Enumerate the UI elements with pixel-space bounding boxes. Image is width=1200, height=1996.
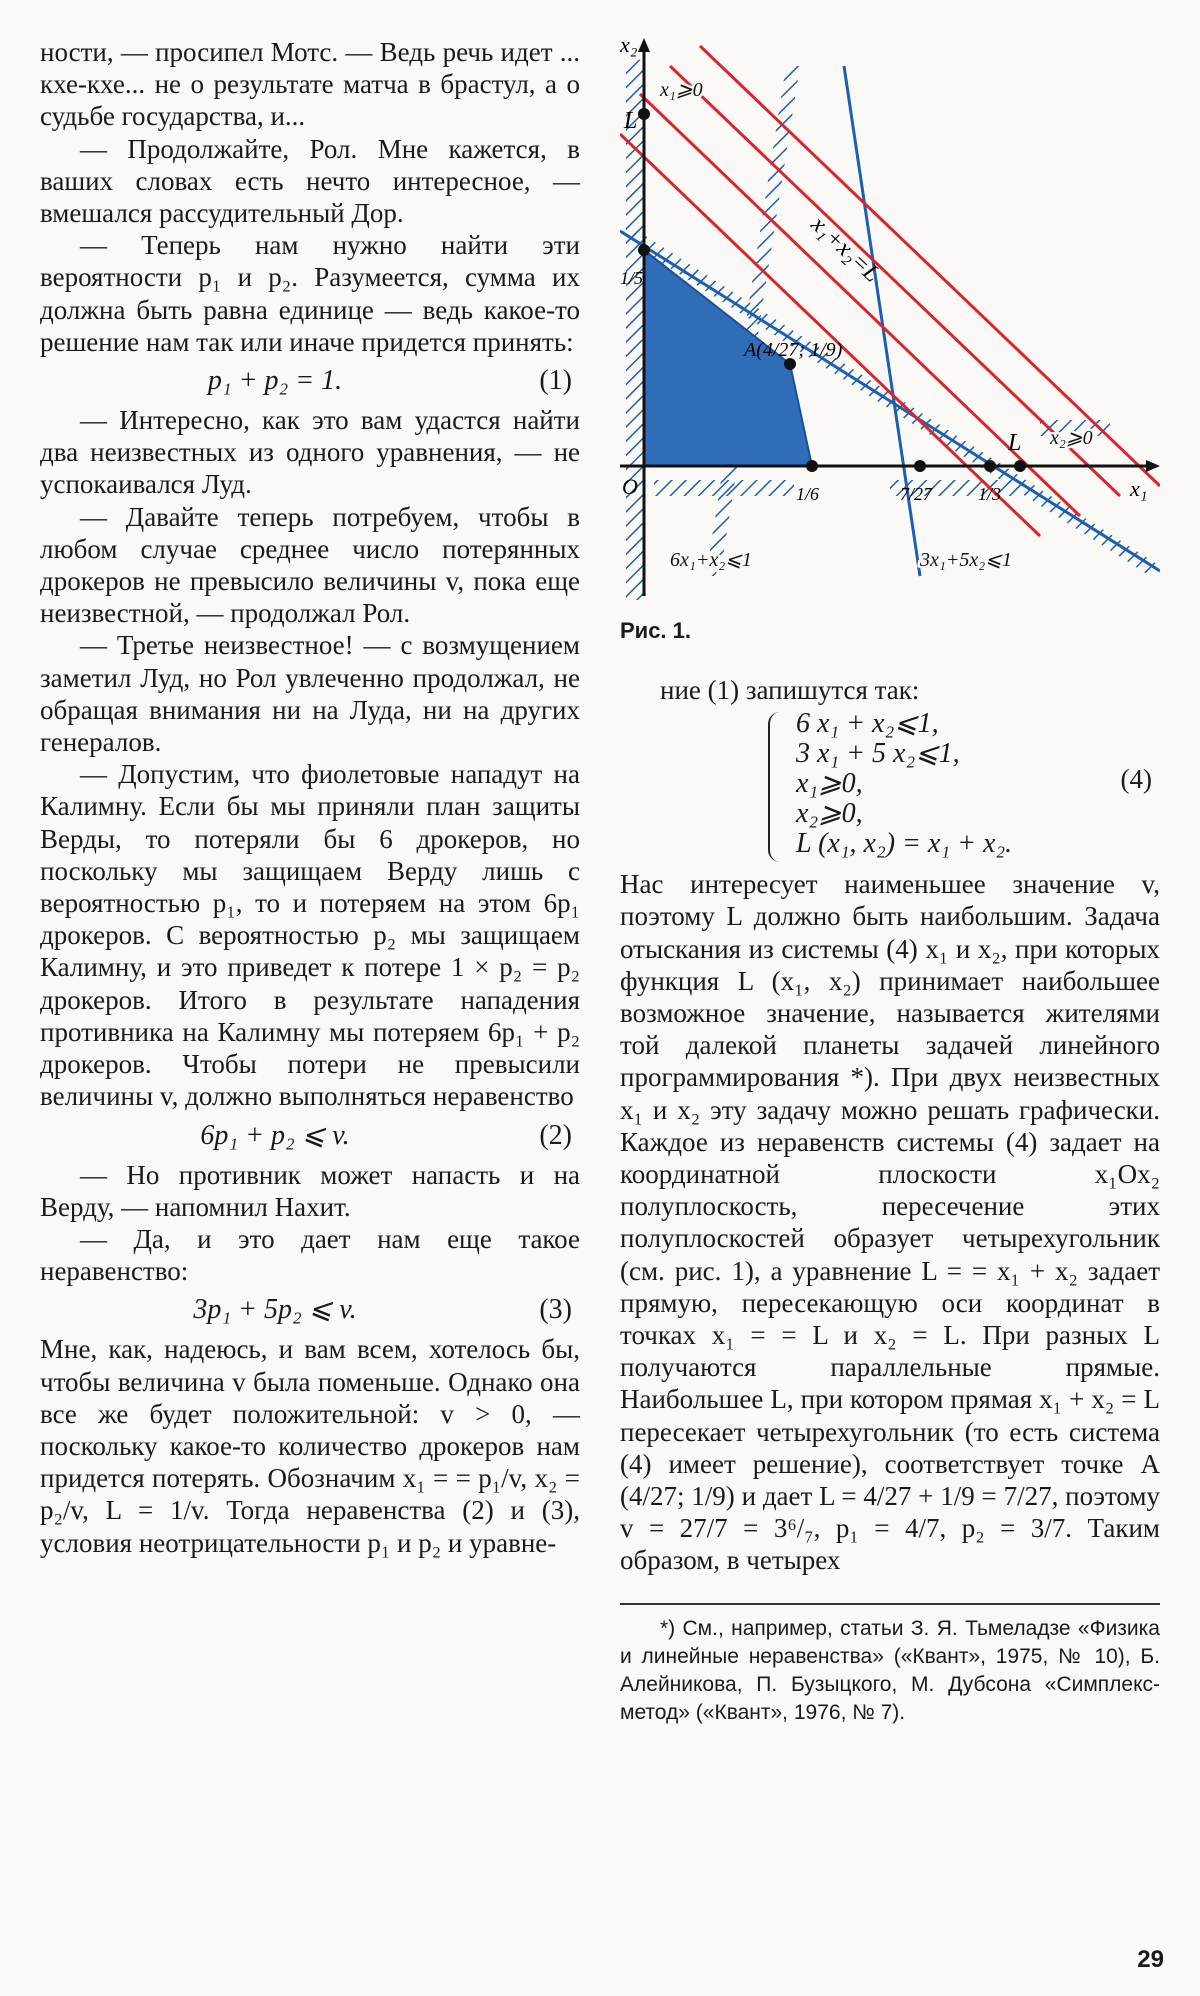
paragraph: Мне, как, надеюсь, и вам всем, хотелось бы, чтобы величина v была поменьше. Однако она все же будет положительной: v > 0, — поскольку какое-то количество дрокеров нам придется потерять. Обозначим x₁ = = p₁/v, x₂ = p₂/v, L = 1/v. Тогда неравенства (2) и (3), условия неотрицательности p₁ и p₂ и уравне-: [40, 1334, 580, 1558]
label-1-5: 1/5: [620, 268, 644, 288]
equation-number: (4): [1120, 764, 1152, 795]
paragraph: — Да, и это дает нам еще такое неравенство:: [40, 1223, 580, 1287]
system-line: L (x₁, x₂) = x₁ + x₂.: [796, 828, 1013, 860]
system-line: x₂⩾0,: [796, 798, 863, 830]
equation-number: (1): [539, 365, 572, 397]
label-L-top: L: [624, 108, 638, 134]
point-7-27: [914, 460, 926, 472]
system-brace: [768, 712, 782, 862]
equation-3: [40, 1287, 580, 1333]
equation-system-4: [620, 708, 1160, 858]
axis-label-x2: x₂: [620, 36, 638, 57]
paragraph: ние (1) запишутся так:: [660, 675, 920, 705]
figure-1: [620, 36, 1160, 616]
label-1-3: 1/3: [978, 484, 1002, 504]
label-cond-x1: x₁⩾0: [660, 79, 703, 101]
paragraph: ности, — просипел Мотс. — Ведь речь идет ... кхе-кхе... не о результате матча в брастул, а о судьбе государства, и...: [40, 37, 580, 132]
paragraph: — Интересно, как это вам удастся найти два неизвестных из одного уравнения, — не успокаивался Луд.: [40, 405, 580, 500]
axis-x2-arrow: [638, 38, 650, 52]
paragraph: — Допустим, что фиолетовые нападут на Калимну. Если бы мы приняли план защиты Верды, то потеряли бы 6 дрокеров, но поскольку мы защищаем Верду лишь с вероятностью p₁, то и потеряем на этом 6p₁ дрокеров. С вероятностью p₂ мы защищаем Калимну, и это приведет к потере 1 × p₂ = p₂ дрокеров. Итого в результате нападения противника на Калимну мы потеряем 6p₁ + p₂ дрокеров. Чтобы потери не превысили величины v, должно выполняться неравенство: [40, 759, 580, 1112]
point-L-axis: [638, 108, 650, 120]
point-1-6: [806, 460, 818, 472]
left-column: [40, 36, 580, 1559]
equation-formula: 3p₁ + 5p₂ ⩽ v.: [193, 1294, 357, 1326]
page-number: 29: [1137, 1946, 1164, 1973]
label-1-6: 1/6: [796, 484, 820, 504]
axis-x1-arrow: [1146, 460, 1160, 472]
footnote: *) См., например, статьи З. Я. Тьмеладзе «Физика и линейные неравенства» («Квант», 1975, № 10), Б. Алейникова, П. Бузыцкого, М. Дубсона «Симплекс-метод» («Квант», 1976, № 7).: [620, 1616, 1160, 1724]
figure-caption: Рис. 1.: [620, 618, 692, 643]
label-ineq-2: 3x₁+5x₂⩽1: [920, 549, 1012, 571]
label-L-right: L: [1008, 430, 1022, 456]
label-cond-x2: x₂⩾0: [1050, 427, 1093, 449]
paragraph: — Третье неизвестное! — с возмущением заметил Луд, но Рол увлеченно продолжал, не обращая внимания ни на Луда, ни на других генералов.: [40, 630, 580, 758]
paragraph: — Давайте теперь потребуем, чтобы в любом случае среднее число потерянных дрокеров не превысило величины v, пока еще неизвестной, — продолжал Рол.: [40, 501, 580, 629]
point-1-3: [984, 460, 996, 472]
paragraph: — Теперь нам нужно найти эти вероятности p₁ и p₂. Разумеется, сумма их должна быть равна единице — ведь какое-то решение нам так или иначе придется принять:: [40, 230, 580, 357]
label-level-line: x₁+x₂=L: [805, 211, 885, 288]
label-A: A(4/27; 1/9): [744, 339, 843, 361]
paragraph: Нас интересует наименьшее значение v, поэтому L должно быть наибольшим. Задача отыскания из системы (4) x₁ и x₂, при которых функция L (x₁, x₂) принимает наибольшее возможное значение, называется жителями той далекой планеты задачей линейного программирования *). При двух неизвестных x₁ и x₂ эту задачу можно решать графически. Каждое из неравенств системы (4) задает на координатной плоскости x₁Ox₂ полуплоскость, пересечение этих полуплоскостей образует четырехугольник (см. рис. 1), а уравнение L = = x₁ + x₂ задает прямую, пересекающую оси координат в точках x₁ = = L и x₂ = L. При разных L получаются параллельные прямые. Наибольшее L, при котором прямая x₁ + x₂ = L пересекает четырехугольник (то есть система (4) имеет решение), соответствует точке A (4/27; 1/9) и дает L = 4/27 + 1/9 = 7/27, поэтому v = 27/7 = 3⁶/₇, p₁ = 4/7, p₂ = 3/7. Таким образом, в четырех: [620, 869, 1160, 1576]
linear-programming-graph: [620, 36, 1160, 616]
footnote-divider: [620, 1603, 1160, 1605]
system-line: 6 x₁ + x₂⩽1,: [796, 708, 939, 740]
point-0-1-5: [638, 244, 650, 256]
point-L-axis-x1: [1014, 460, 1026, 472]
system-line: x₁⩾0,: [796, 768, 863, 800]
label-ineq-1: 6x₁+x₂⩽1: [670, 549, 752, 571]
equation-number: (2): [539, 1119, 572, 1151]
origin-label: O: [622, 474, 638, 499]
equation-1: [40, 358, 580, 404]
right-column: [620, 36, 1160, 1727]
equation-formula: p₁ + p₂ = 1.: [207, 365, 343, 397]
equation-2: [40, 1113, 580, 1159]
paragraph: — Продолжайте, Рол. Мне кажется, в ваших словах есть нечто интересное, — вмешался рассудительный Дор.: [40, 133, 580, 229]
label-7-27: 7/27: [900, 484, 933, 504]
paragraph: — Но противник может напасть и на Верду, — напомнил Нахит.: [40, 1159, 580, 1222]
equation-number: (3): [539, 1294, 572, 1326]
equation-formula: 6p₁ + p₂ ⩽ v.: [200, 1119, 350, 1151]
system-line: 3 x₁ + 5 x₂⩽1,: [796, 738, 960, 770]
axis-label-x1: x₁: [1130, 476, 1148, 501]
